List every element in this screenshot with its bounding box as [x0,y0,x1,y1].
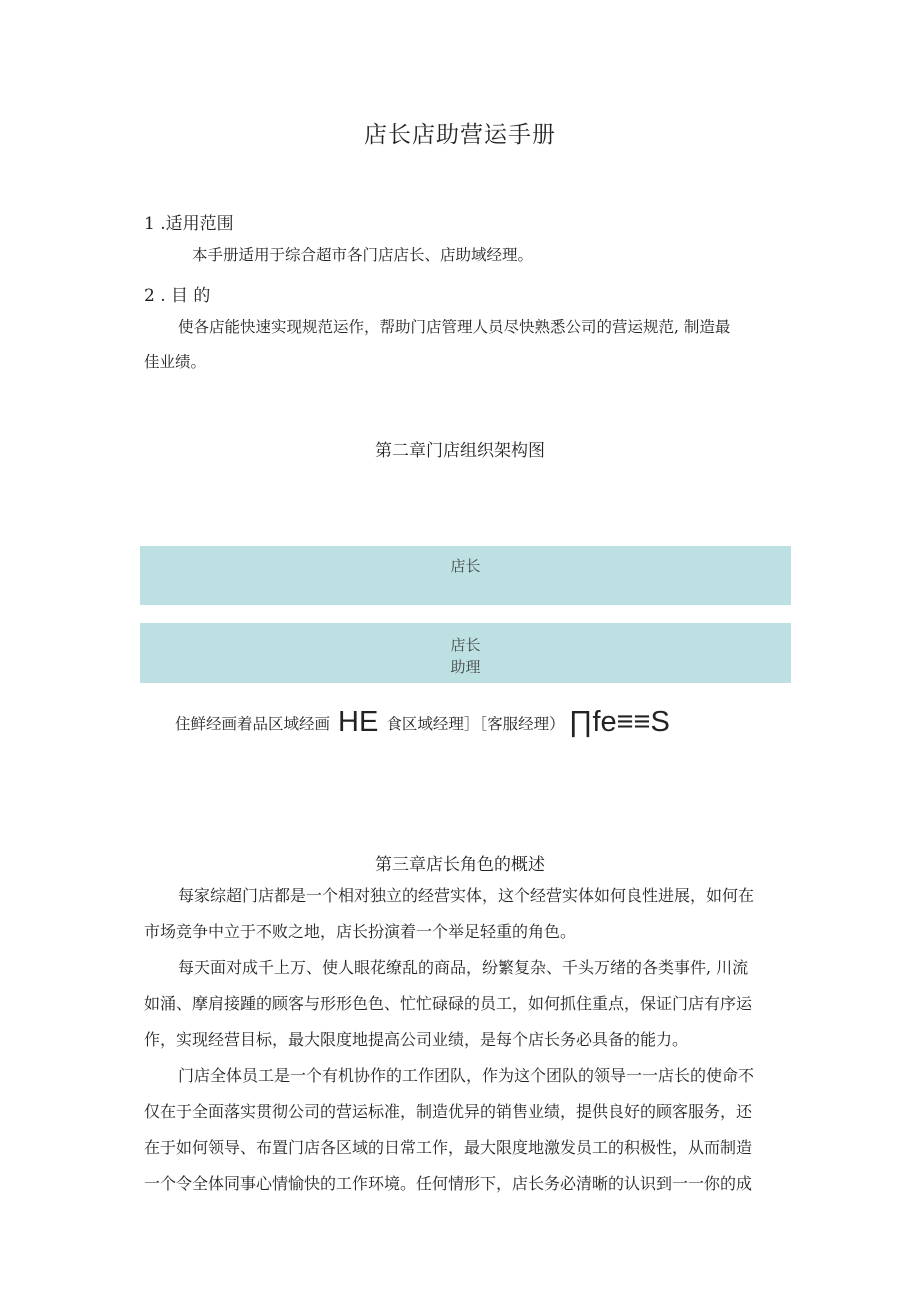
section-1-heading: 1 .适用范围 [144,214,234,234]
body-line: 市场竞争中立于不败之地，店长扮演着一个举足轻重的角色。 [144,922,577,941]
chapter-3-body [144,878,792,1202]
chapter-3-title: 第三章店长角色的概述 [375,855,545,875]
org-box-store-manager [140,546,791,605]
document-title: 店长店助营运手册 [364,122,556,148]
section-2-body-line-1: 使各店能快速实现规范运作，帮助门店管理人员尽快熟悉公司的营运规范, 制造最 [178,318,731,336]
section-2-heading: 2 . 目 的 [144,286,211,306]
body-line: 一个令全体同事心情愉快的工作环境。任何情形下，店长务必清晰的认识到一一你的成 [144,1174,753,1193]
org-box-assistant-label-2: 助理 [450,658,481,676]
body-line: 仅在于全面落实贯彻公司的营运标准，制造优异的销售业绩，提供良好的顾客服务，还 [144,1102,753,1121]
org-box-store-manager-label: 店长 [450,557,481,575]
chapter-2-title: 第二章门店组织架构图 [375,441,545,461]
org-row-text-1: 住鲜经画着品区域经画 [175,714,331,733]
body-line: 如涌、摩肩接踵的顾客与形形色色、忙忙碌碌的员工，如何抓住重点，保证门店有序运 [144,994,753,1013]
body-line: 每家综超门店都是一个相对独立的经营实体，这个经营实体如何良性进展，如何在 [178,886,755,905]
org-row-glyph-1: HE [338,706,379,738]
body-line: 在于如何领导、布置门店各区域的日常工作，最大限度地激发员工的积极性，从而制造 [144,1138,753,1157]
body-line: 作，实现经营目标，最大限度地提高公司业绩，是每个店长务必具备的能力。 [144,1030,689,1049]
org-box-assistant-manager [140,623,791,683]
body-line: 门店全体员工是一个有机协作的工作团队，作为这个团队的领导一一店长的使命不 [178,1066,755,1085]
org-box-assistant-label-1: 店长 [450,636,481,654]
org-row-text-2: 食区域经理］［客服经理） [386,714,565,733]
body-line: 每天面对成千上万、使人眼花缭乱的商品，纷繁复杂、千头万绪的各类事件, 川流 [178,958,749,977]
section-1-body: 本手册适用于综合超市各门店店长、店助域经理。 [192,246,534,264]
section-2-body-line-2: 佳业绩。 [144,353,207,371]
org-row-glyph-2: ∏fe≡≡S [568,706,670,738]
org-departments-row [175,706,678,739]
